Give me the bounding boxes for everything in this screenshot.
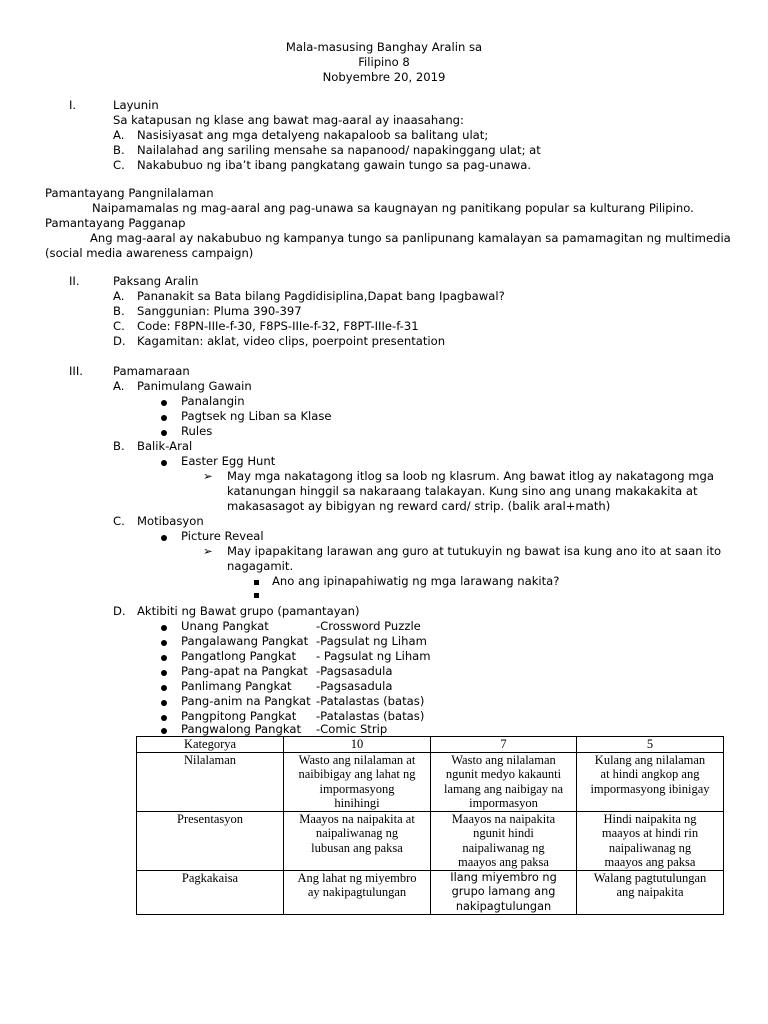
group-name: Pangalawang Pangkat	[181, 634, 309, 648]
cell-line: lamang ang naibigay na	[443, 781, 564, 796]
question-text: Ano ang ipinapahiwatig ng mga larawang nakita?	[272, 574, 560, 588]
cell-line: Maayos na naipakita	[451, 811, 556, 826]
bullet-icon	[161, 460, 167, 466]
cell-line: ngunit medyo kakaunti	[445, 767, 562, 781]
content-standard-heading: Pamantayang Pangnilalaman	[45, 186, 214, 200]
rubric-cell	[431, 811, 577, 870]
rubric-row	[137, 752, 724, 811]
group-task: - Pagsulat ng Liham	[316, 649, 431, 663]
topic-letter: D.	[113, 334, 126, 348]
list-item: Rules	[181, 424, 213, 438]
group-task: -Crossword Puzzle	[316, 619, 421, 633]
cell-line: maayos at hindi rin	[601, 826, 699, 840]
objective-letter: C.	[113, 158, 125, 172]
rubric-cell	[577, 870, 724, 915]
group-name: Panlimang Pangkat	[181, 679, 292, 693]
group-name: Pang-anim na Pangkat	[181, 694, 311, 708]
cell-line: ngunit hindi	[473, 826, 534, 840]
section-2-numeral: II.	[69, 274, 80, 288]
objective-letter: A.	[113, 128, 125, 142]
square-bullet-icon	[254, 593, 259, 598]
cell-line: impormasyong	[319, 781, 395, 796]
group-name: Pang-apat na Pangkat	[181, 664, 308, 678]
group-task: -Pagsasadula	[316, 679, 393, 693]
cell-line: ay nakipagtulungan	[307, 885, 407, 899]
document-title: Mala-masusing Banghay Aralin sa	[285, 40, 483, 54]
cell-line: Wasto ang nilalaman at	[298, 752, 416, 767]
rubric-cell	[284, 752, 431, 811]
rubric-cell	[577, 752, 724, 811]
cell-line: maayos ang paksa	[458, 855, 549, 869]
list-item: Pagtsek ng Liban sa Klase	[181, 409, 332, 423]
section-3-heading: Pamamaraan	[113, 364, 190, 378]
step-heading: Balik-Aral	[137, 439, 193, 453]
bullet-icon	[161, 685, 167, 691]
rubric-category: Presentasyon	[137, 811, 284, 870]
step-letter: A.	[113, 379, 125, 393]
group-name: Pangwalong Pangkat	[181, 722, 302, 736]
group-name: Unang Pangkat	[181, 619, 269, 633]
section-1-intro: Sa katapusan ng klase ang bawat mag-aaral ay inaasahang:	[113, 113, 464, 127]
list-item: Easter Egg Hunt	[181, 454, 276, 468]
rubric-row	[137, 870, 724, 915]
bullet-icon	[161, 400, 167, 406]
cell-line: impormasyon	[469, 796, 538, 810]
objective-letter: B.	[113, 143, 125, 157]
performance-standard-text: Ang mag-aaral ay nakabubuo ng kampanya tungo sa panlipunang kamalayan sa pamamagitan ng multimedia	[90, 231, 731, 245]
list-item: Picture Reveal	[181, 529, 264, 543]
bullet-icon	[161, 715, 167, 721]
cell-line: grupo lamang ang	[451, 885, 556, 898]
rubric-category: Nilalaman	[137, 752, 284, 811]
topic-text: Code: F8PN-IIIe-f-30, F8PS-IIIe-f-32, F8PT-IIIe-f-31	[137, 319, 419, 333]
topic-text: Pananakit sa Bata bilang Pagdidisiplina,Dapat bang Ipagbawal?	[137, 289, 505, 303]
cell-line: lubusan ang paksa	[311, 840, 403, 855]
rubric-cell	[431, 752, 577, 811]
rubric-table	[136, 736, 724, 915]
document-subject: Filipino 8	[358, 55, 410, 69]
paragraph-line: makasasagot ay bibigyan ng reward card/ strip. (balik aral+math)	[227, 499, 611, 513]
rubric-header-score: 7	[431, 737, 577, 753]
cell-line: Kulang ang nilalaman	[594, 752, 706, 767]
cell-line: impormasyong ibinigay	[590, 781, 710, 796]
cell-line: Wasto ang nilalaman	[451, 752, 556, 767]
cell-line: Maayos na naipakita at	[299, 811, 415, 826]
step-letter: D.	[113, 604, 126, 618]
group-task: -Pagsasadula	[316, 664, 393, 678]
group-task: -Patalastas (batas)	[316, 709, 425, 723]
bullet-icon	[161, 625, 167, 631]
square-bullet-icon	[254, 580, 259, 585]
paragraph-line: nagagamit.	[227, 559, 294, 573]
bullet-icon	[161, 640, 167, 646]
rubric-cell	[431, 870, 577, 915]
bullet-icon	[161, 670, 167, 676]
performance-standard-text-cont: (social media awareness campaign)	[45, 246, 254, 260]
section-1-heading: Layunin	[113, 98, 159, 112]
bullet-icon	[161, 430, 167, 436]
rubric-header-score: 5	[577, 737, 724, 753]
step-heading: Panimulang Gawain	[137, 379, 252, 393]
arrow-bullet-icon: ➢	[203, 544, 213, 558]
cell-line: Walang pagtutulungan	[593, 870, 707, 885]
bullet-icon	[161, 415, 167, 421]
document-date: Nobyembre 20, 2019	[322, 70, 446, 84]
group-task: -Pagsulat ng Liham	[316, 634, 427, 648]
group-task: -Patalastas (batas)	[316, 694, 425, 708]
cell-line: Hindi naipakita ng	[603, 811, 697, 826]
topic-letter: C.	[113, 319, 125, 333]
rubric-header-score: 10	[284, 737, 431, 753]
paragraph-line: katanungan hinggil sa nakaraang talakayan. Kung sino ang unang makakakita at	[227, 484, 698, 498]
list-item: Panalangin	[181, 394, 245, 408]
rubric-cell	[284, 811, 431, 870]
objective-text: Nailalahad ang sariling mensahe sa napanood/ napakinggang ulat; at	[137, 143, 541, 157]
rubric-cell	[577, 811, 724, 870]
rubric-row	[137, 811, 724, 870]
cell-line: nakipagtulungan	[455, 899, 552, 913]
topic-letter: B.	[113, 304, 125, 318]
cell-line: naipaliwanag ng	[315, 826, 399, 840]
topic-text: Sanggunian: Pluma 390-397	[137, 304, 302, 318]
rubric-header-category: Kategorya	[137, 737, 284, 753]
cell-line: ang naipakita	[616, 885, 684, 899]
step-heading: Aktibiti ng Bawat grupo (pamantayan)	[137, 604, 360, 618]
group-task: -Comic Strip	[316, 722, 388, 736]
paragraph-line: May ipapakitang larawan ang guro at tutukuyin ng bawat isa kung ano ito at saan ito	[227, 544, 722, 558]
step-letter: C.	[113, 514, 125, 528]
bullet-icon	[161, 700, 167, 706]
topic-text: Kagamitan: aklat, video clips, poerpoint presentation	[137, 334, 446, 348]
bullet-icon	[161, 728, 167, 734]
step-letter: B.	[113, 439, 125, 453]
step-heading: Motibasyon	[137, 514, 204, 528]
bullet-icon	[161, 655, 167, 661]
content-standard-text: Naipamamalas ng mag-aaral ang pag-unawa sa kaugnayan ng panitikang popular sa kulturang Pilipino.	[92, 201, 694, 215]
cell-line: naipaliwanag ng	[462, 840, 545, 855]
objective-text: Nasisiyasat ang mga detalyeng nakapaloob sa balitang ulat;	[137, 128, 489, 142]
rubric-header-row	[137, 737, 724, 753]
section-3-numeral: III.	[69, 364, 83, 378]
cell-line: Ilang miyembro ng	[450, 870, 557, 884]
group-name: Pangpitong Pangkat	[181, 709, 297, 723]
cell-line: naibibigay ang lahat ng	[298, 767, 416, 781]
cell-line: Ang lahat ng miyembro	[297, 870, 417, 885]
arrow-bullet-icon: ➢	[203, 469, 213, 483]
bullet-icon	[161, 535, 167, 541]
cell-line: maayos ang paksa	[604, 855, 696, 869]
paragraph-line: May mga nakatagong itlog sa loob ng klasrum. Ang bawat itlog ay nakatagong mga	[227, 469, 715, 483]
topic-letter: A.	[113, 289, 125, 303]
cell-line: naipaliwanag ng	[608, 840, 692, 855]
cell-line: at hindi angkop ang	[600, 767, 700, 781]
cell-line: hinihingi	[334, 796, 380, 810]
rubric-cell	[284, 870, 431, 915]
section-1-numeral: I.	[69, 98, 77, 112]
section-2-heading: Paksang Aralin	[113, 274, 199, 288]
performance-standard-heading: Pamantayang Pagganap	[45, 216, 186, 230]
group-name: Pangatlong Pangkat	[181, 649, 297, 663]
rubric-category: Pagkakaisa	[137, 870, 284, 915]
objective-text: Nakabubuo ng iba’t ibang pangkatang gawain tungo sa pag-unawa.	[137, 158, 532, 172]
